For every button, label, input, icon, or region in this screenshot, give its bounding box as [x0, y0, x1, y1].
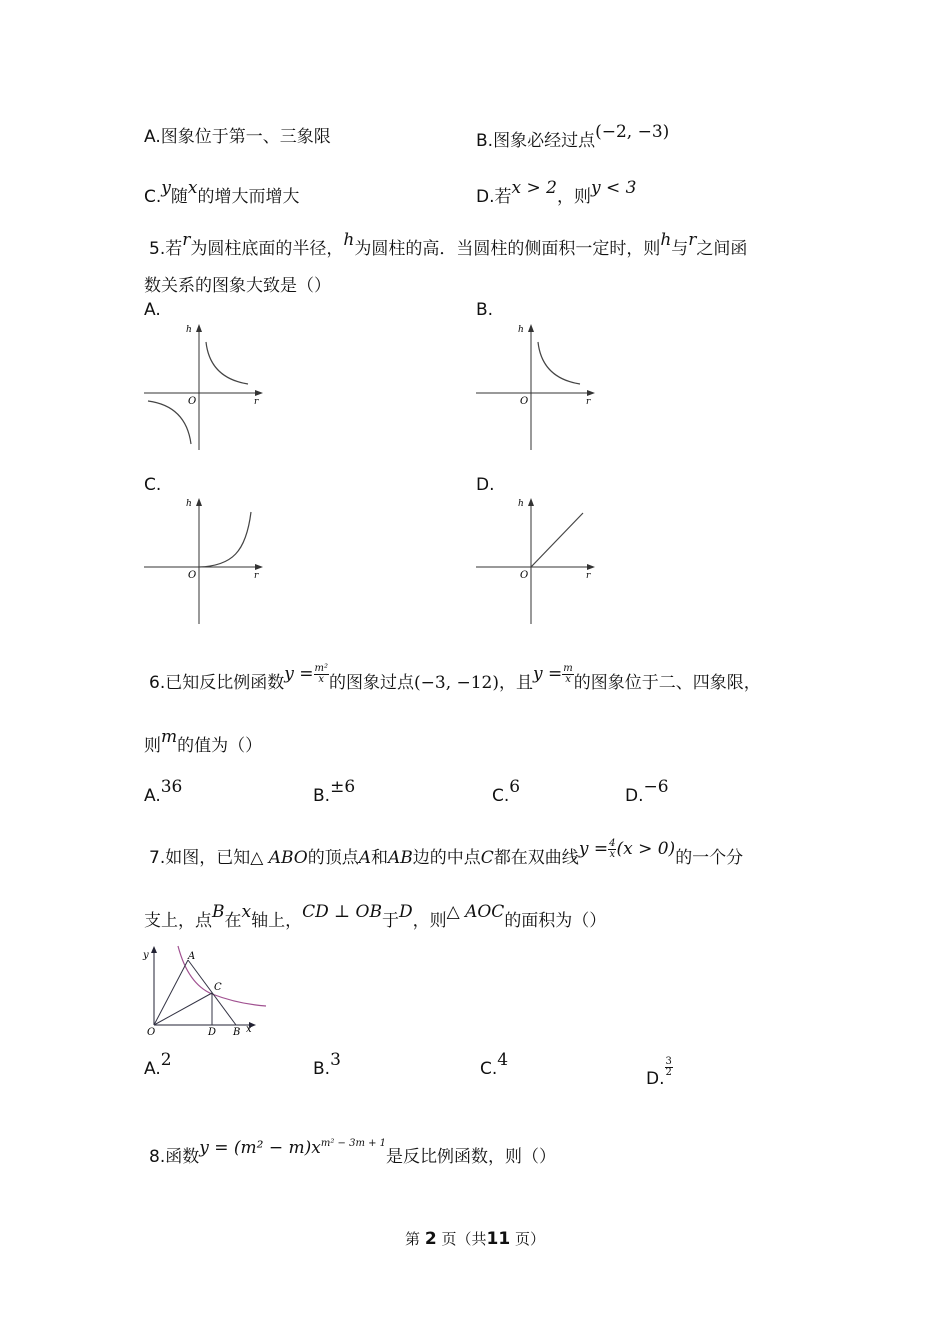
- q5-text-b: 为圆柱底面的半径，: [190, 239, 344, 259]
- axis-label-r: r: [254, 397, 259, 407]
- q5-var-r2: r: [688, 230, 697, 250]
- q5-var-r: r: [182, 230, 191, 250]
- q5-text-d: 与: [671, 239, 689, 259]
- q7-formula-lhs: y =: [578, 839, 609, 859]
- q6-option-b-label: B.: [313, 786, 331, 806]
- page-footer: [0, 1228, 950, 1249]
- q7-perp: CD ⊥ OB: [302, 902, 382, 922]
- q6-var-m: m: [161, 727, 178, 747]
- q7-option-a-label: A.: [144, 1059, 161, 1079]
- q6-option-a: [144, 777, 183, 807]
- q7-fig-label-d: D: [208, 1027, 217, 1037]
- q6-option-c-label: C.: [492, 786, 510, 806]
- q7-option-b: [313, 1050, 341, 1080]
- q4-option-d-mid: ，则: [556, 187, 591, 207]
- axis-label-h: h: [186, 325, 192, 335]
- q7-text-c: 和: [371, 848, 389, 868]
- q4-option-c-y: y: [161, 178, 171, 198]
- q7-option-d-frac: [665, 1057, 673, 1078]
- q7-line2-d: 于: [381, 911, 399, 931]
- q7-formula-den: x: [609, 848, 616, 860]
- q6-option-c: [492, 777, 521, 807]
- q5-option-b-label: B.: [476, 300, 494, 320]
- q6-text-a: 6.已知反比例函数: [149, 673, 285, 693]
- q5-option-d-label: D.: [476, 475, 495, 495]
- q6-option-c-value: 6: [509, 777, 521, 797]
- q7-fig-label-a: A: [188, 951, 196, 962]
- q7-seg-ab: AB: [388, 848, 413, 868]
- axis-label-h: h: [186, 499, 192, 509]
- q6-stem-line1: [149, 662, 761, 702]
- q7-text-g: 的一个分: [675, 848, 744, 868]
- q6-text-c: ，且: [499, 673, 534, 693]
- q7-fig-label-x: x: [246, 1024, 252, 1035]
- q7-fig-label-o: O: [147, 1027, 156, 1037]
- q7-line2-e: ，则: [412, 911, 447, 931]
- q7-line2-c: 轴上，: [251, 911, 303, 931]
- q7-text-e: 都在双曲线: [493, 848, 579, 868]
- q7-stem-line1: [149, 837, 744, 877]
- q7-text-d: 边的中点: [412, 848, 481, 868]
- q6-formula2-lhs: y =: [533, 664, 563, 684]
- q7-line2-b: 在: [224, 911, 242, 931]
- q7-option-d-den: 2: [665, 1066, 672, 1078]
- footer-total-pages: 11: [486, 1229, 511, 1249]
- q7-option-c-label: C.: [480, 1059, 498, 1079]
- q7-fig-label-y: y: [143, 950, 149, 961]
- axis-label-r: r: [254, 571, 259, 581]
- q7-var-x: x: [241, 902, 252, 922]
- q4-option-d: [476, 178, 637, 208]
- q4-option-d-cond: x > 2: [511, 178, 557, 198]
- origin-label: O: [188, 570, 197, 581]
- q5-option-a-label: A.: [144, 300, 161, 320]
- q5-stem-line1: [149, 230, 748, 260]
- q6-formula2-frac: [562, 664, 573, 685]
- q7-line2-a: 支上，点: [144, 911, 212, 931]
- q7-option-d-num: 3: [665, 1055, 672, 1067]
- q5-var-h2: h: [660, 230, 672, 250]
- q6-formula1-frac: [314, 664, 330, 685]
- q7-figure: [140, 942, 270, 1037]
- q7-triangle2: △ AOC: [446, 902, 505, 922]
- q4-option-c-end: 的增大而增大: [197, 187, 300, 207]
- q7-fig-label-b: B: [233, 1027, 241, 1037]
- q6-line2-a: 则: [144, 736, 161, 756]
- q6-option-a-label: A.: [144, 786, 161, 806]
- footer-post: 页）: [514, 1230, 545, 1248]
- q7-option-d-label: D.: [646, 1069, 665, 1089]
- q7-option-b-value: 3: [330, 1050, 341, 1070]
- q5-graph-c: [142, 494, 267, 626]
- q8-text-a: 8.函数: [149, 1147, 200, 1167]
- q8-text-b: 是反比例函数，则（）: [386, 1147, 557, 1167]
- origin-label: O: [520, 396, 529, 407]
- q6-text-b: 的图象过点: [329, 673, 414, 693]
- q5-option-c-label: C.: [144, 475, 162, 495]
- q7-text-a: 7.如图，已知: [149, 848, 251, 868]
- axis-label-r: r: [586, 571, 591, 581]
- q6-option-b: [313, 777, 356, 807]
- q6-point: (−3, −12): [414, 673, 500, 693]
- q6-formula1-den: x: [318, 673, 325, 685]
- q4-option-d-text: D.若: [476, 187, 512, 207]
- q4-option-b-text: B.图象必经过点: [476, 131, 596, 151]
- q7-line2-f: 的面积为（）: [504, 911, 607, 931]
- q7-option-c-value: 4: [497, 1050, 509, 1070]
- q4-option-c-label: C.: [144, 187, 162, 207]
- q5-stem-line2: 数关系的图象大致是（）: [144, 276, 331, 296]
- q5-text-c: 为圆柱的高．当圆柱的侧面积一定时，则: [354, 239, 661, 259]
- q7-option-d: [646, 1055, 673, 1090]
- q5-text-e: 之间函: [696, 239, 748, 259]
- axis-label-h: h: [518, 499, 524, 509]
- q4-option-c-x: x: [187, 178, 198, 198]
- q6-option-a-value: 36: [160, 777, 183, 797]
- q6-option-b-value: ±6: [330, 777, 356, 797]
- q6-formula2-den: x: [565, 673, 571, 685]
- q4-option-b-point: (−2, −3): [595, 122, 670, 142]
- q7-option-c: [480, 1050, 509, 1080]
- q6-formula1-lhs: y =: [284, 664, 314, 684]
- q5-graph-a: [142, 320, 267, 452]
- q7-option-b-label: B.: [313, 1059, 331, 1079]
- q8-formula: y = (m² − m)x: [199, 1138, 321, 1158]
- q4-option-c: [144, 178, 300, 208]
- q4-option-c-mid: 随: [170, 187, 188, 207]
- axis-label-r: r: [586, 397, 591, 407]
- q7-point-b: B: [212, 902, 225, 922]
- q5-var-h: h: [343, 230, 355, 250]
- q6-option-d-label: D.: [625, 786, 644, 806]
- q6-line2-b: 的值为（）: [177, 736, 263, 756]
- q5-graph-b: [474, 320, 599, 452]
- q6-text-d: 的图象位于二、四象限，: [573, 673, 761, 693]
- q7-point-d: D: [398, 902, 413, 922]
- q4-option-a: A.图象位于第一、三象限: [144, 127, 331, 147]
- q7-text-b: 的顶点: [307, 848, 359, 868]
- q8-stem: [149, 1138, 557, 1171]
- axis-label-h: h: [518, 325, 524, 335]
- q7-triangle: △ ABO: [250, 848, 308, 868]
- q7-point-a: A: [358, 848, 372, 868]
- q5-text-a: 5.若: [149, 239, 183, 259]
- q6-stem-line2: [144, 727, 263, 757]
- q7-point-c: C: [480, 848, 494, 868]
- q6-option-d: [625, 777, 669, 807]
- origin-label: O: [188, 396, 197, 407]
- q7-fig-label-c: C: [214, 982, 222, 993]
- q6-formula1-num: m²: [314, 662, 328, 674]
- origin-label: O: [520, 570, 529, 581]
- q7-option-a: [144, 1050, 172, 1080]
- q5-graph-d: [474, 494, 599, 626]
- footer-page-number: 2: [424, 1229, 437, 1249]
- q6-option-d-value: −6: [643, 777, 669, 797]
- q7-formula-cond: (x > 0): [616, 839, 676, 859]
- q7-formula-num: 4: [609, 837, 616, 849]
- q8-exponent: m² − 3m + 1: [320, 1138, 387, 1149]
- q4-option-d-res: y < 3: [590, 178, 637, 198]
- footer-pre: 第: [405, 1230, 421, 1248]
- q4-option-b: [476, 122, 670, 152]
- footer-mid: 页（共: [441, 1230, 487, 1248]
- q6-formula2-num: m: [563, 662, 573, 674]
- q7-option-a-value: 2: [160, 1050, 172, 1070]
- q7-stem-line2: [144, 902, 607, 932]
